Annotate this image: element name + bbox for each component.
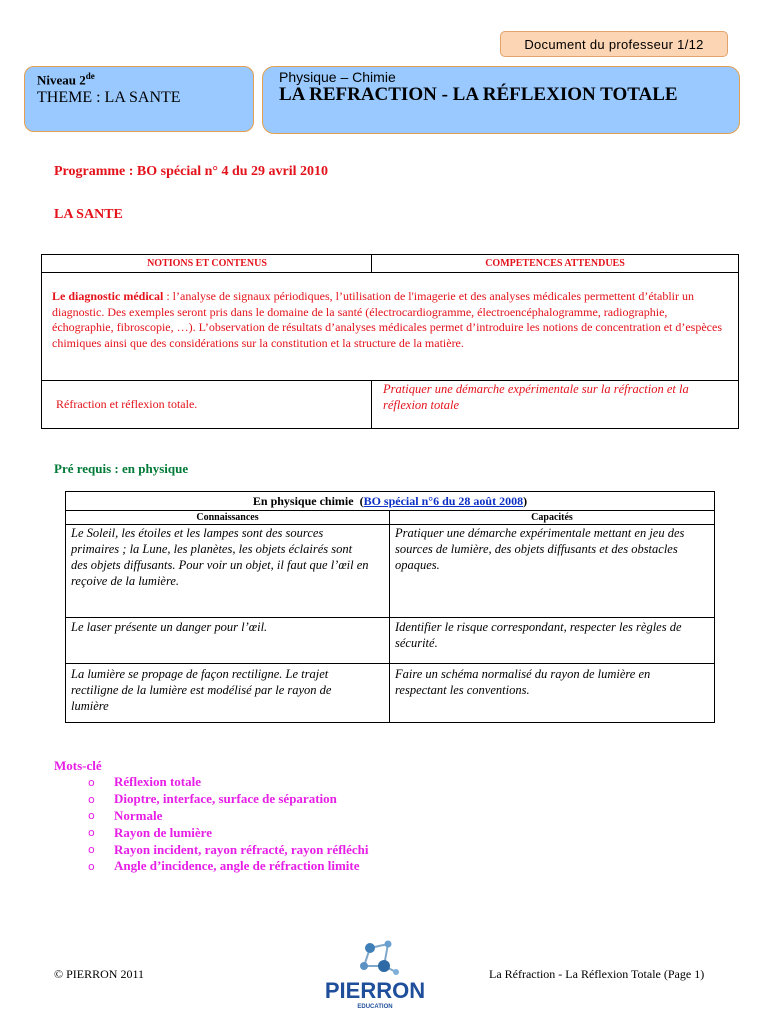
knowledge-cell: La lumière se propage de façon rectiligne. Le trajet rectiligne de la lumière est modélisé par le rayon de lumière (71, 667, 332, 713)
page-title: LA REFRACTION - LA RÉFLEXION TOTALE (279, 84, 678, 105)
capacity-cell: Faire un schéma normalisé du rayon de lumière en respectant les conventions. (395, 667, 651, 697)
row-divider (66, 663, 714, 664)
column-divider (371, 255, 372, 272)
bullet-icon: o (88, 775, 95, 789)
theme-label: THEME : LA SANTE (37, 89, 181, 107)
capacity-cell: Pratiquer une démarche expérimentale mettant en jeu des sources de lumière, des objets diffusants et des obstacles opaques. (395, 526, 685, 572)
bullet-icon: o (88, 843, 95, 857)
bullet-icon: o (88, 809, 95, 823)
level-label: Niveau 2de (37, 71, 95, 88)
column-divider (389, 510, 390, 722)
svg-text:EDUCATION: EDUCATION (357, 1004, 393, 1010)
prerequisites-table-title: En physique chimie ( BO spécial n°6 du 28 août 2008 ) (252, 493, 528, 508)
subject-label: Physique – Chimie (279, 69, 396, 85)
list-item: o Dioptre, interface, surface de séparation (88, 791, 337, 807)
svg-text:PIERRON: PIERRON (324, 978, 426, 1003)
diagnostic-text: : l’analyse de signaux périodiques, l’utilisation de l'imagerie et des analyses médicales permettent d’établir un diagnostic. Des exemples seront pris dans le domaine de la santé (électrocardiogramme, électroencéphalogramme, radiographie, échographie, fibroscopie, …). L’observation de résultats d’analyses médicales permet d’introduire les notions de concentration et d’espèces chimiques ainsi que des considérations sur la constitution et la structure de la matière. (52, 289, 722, 350)
keywords-heading: Mots-clé (54, 758, 102, 773)
notion-cell: Réfraction et réflexion totale. (56, 397, 198, 411)
page-footer-title: La Réfraction - La Réflexion Totale (Page 1) (489, 967, 705, 981)
knowledge-cell: Le laser présente un danger pour l’œil. (71, 620, 268, 634)
molecule-icon (300, 940, 450, 1020)
table-header-knowledge: Connaissances (196, 511, 259, 523)
row-divider (66, 617, 714, 618)
bo-link[interactable]: BO spécial n°6 du 28 août 2008 (363, 493, 524, 508)
copyright: © PIERRON 2011 (54, 967, 145, 981)
keywords-list (88, 774, 369, 875)
level-theme-box (24, 66, 254, 132)
list-item: o Réflexion totale (88, 774, 202, 790)
pierron-logo (300, 940, 450, 1020)
capacity-cell: Identifier le risque correspondant, respecter les règles de sécurité. (395, 620, 682, 650)
section-heading: LA SANTE (54, 207, 123, 222)
prerequisites-table (65, 491, 715, 723)
programme-line: Programme : BO spécial n° 4 du 29 avril 2010 (54, 164, 329, 179)
title-box (262, 66, 740, 134)
bullet-icon: o (88, 792, 95, 806)
programme-table (41, 254, 739, 429)
table-header-capacities: Capacités (531, 511, 573, 523)
bullet-icon: o (88, 826, 95, 840)
list-item: o Rayon incident, rayon réfracté, rayon réfléchi (88, 841, 369, 857)
document-badge (500, 31, 728, 57)
knowledge-cell: Le Soleil, les étoiles et les lampes sont des sources primaires ; la Lune, les planètes, les objets éclairés sont des objets diffusants. Pour voir un objet, il faut que l’œil en reçoive de la lumière. (71, 526, 369, 588)
prerequisites-heading: Pré requis : en physique (54, 461, 189, 476)
diagnostic-label: Le diagnostic médical (52, 289, 164, 303)
list-item: o Normale (88, 807, 163, 823)
document-badge-text: Document du professeur 1/12 (524, 36, 704, 52)
list-item: o Angle d’incidence, angle de réfraction limite (88, 858, 360, 874)
diagnostic-paragraph (52, 289, 724, 351)
table-header-notions: NOTIONS ET CONTENUS (42, 255, 372, 273)
column-divider (371, 380, 372, 428)
bullet-icon: o (88, 859, 95, 873)
list-item: o Rayon de lumière (88, 824, 212, 840)
competence-cell: Pratiquer une démarche expérimentale sur la réfraction et la réflexion totale (383, 382, 689, 412)
table-header-competences: COMPETENCES ATTENDUES (372, 255, 738, 273)
